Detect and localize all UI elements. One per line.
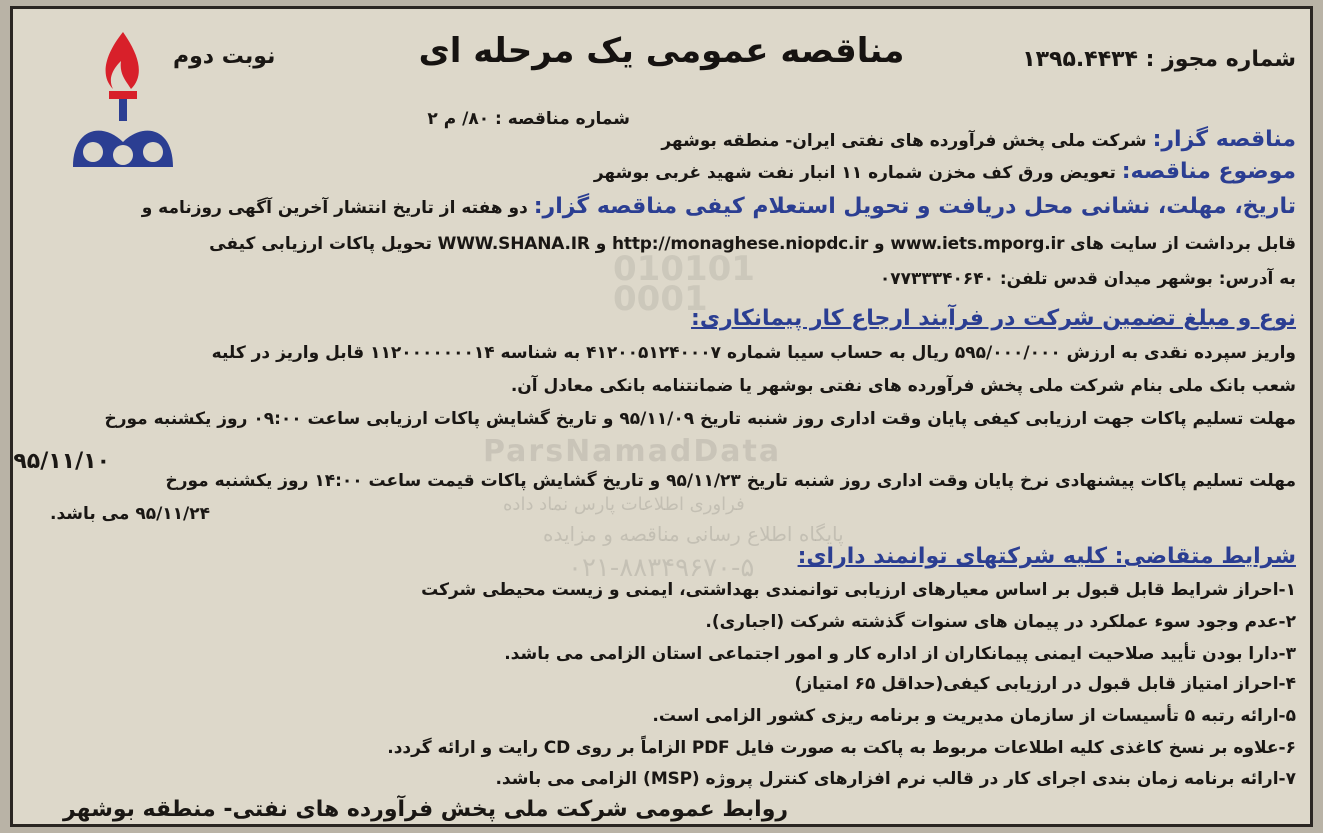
watermark-site: ParsNamadData <box>483 434 782 469</box>
condition-item: ۷-ارائه برنامه زمان بندی اجرای کار در قالب نرم افزارهای کنترل پروژه (MSP) الزامی می باشد. <box>495 769 1296 789</box>
condition-item: ۲-عدم وجود سوء عملکرد در پیمان های سنوات گذشته شرکت (اجباری). <box>705 612 1296 632</box>
guarantee-line4: ۹۵/۱۱/۱۰ <box>13 449 110 474</box>
guarantee-line3: مهلت تسلیم پاکات جهت ارزیابی کیفی پایان وقت اداری روز شنبه تاریخ ۹۵/۱۱/۰۹ و تاریخ گشایش پاکات ارزیابی ساعت ۰۹:۰۰ روز یکشنبه مورخ <box>104 409 1296 429</box>
watermark-digits: 010101 0001 <box>613 249 755 319</box>
deadline-row <box>142 194 1296 219</box>
guarantee-heading: نوع و مبلغ تضمین شرکت در فرآیند ارجاع کار پیمانکاری: <box>691 306 1296 331</box>
guarantee-line2: شعب بانک ملی بنام شرکت ملی پخش فرآورده های نفتی بوشهر یا ضمانتنامه بانکی معادل آن. <box>510 376 1296 396</box>
footer-signature: روابط عمومی شرکت ملی پخش فرآورده های نفتی- منطقه بوشهر <box>63 797 789 822</box>
deadline-address: به آدرس: بوشهر میدان قدس تلفن: ۰۷۷۳۳۳۴۰۶۴۰ <box>879 269 1296 289</box>
tenderer-value: شرکت ملی پخش فرآورده های نفتی ایران- منطقه بوشهر <box>661 131 1147 151</box>
subject-label: موضوع مناقصه: <box>1121 159 1296 184</box>
deadline-label: تاریخ، مهلت، نشانی محل دریافت و تحویل استعلام کیفی مناقصه گزار: <box>533 194 1296 219</box>
subject-value: تعویض ورق کف مخزن شماره ۱۱ انبار نفت شهید غربی بوشهر <box>593 163 1116 183</box>
deadline-value: دو هفته از تاریخ انتشار آخرین آگهی روزنامه و <box>141 198 528 218</box>
tender-notice <box>10 6 1313 827</box>
guarantee-line1: واریز سپرده نقدی به ارزش ۵۹۵/۰۰۰/۰۰۰ ریال به حساب سیبا شماره ۴۱۲۰۰۵۱۲۴۰۰۰۷ به شناسه ۱۱۲۰۰۰۰۰۰۰۱۴ قابل واریز در کلیه <box>211 343 1296 363</box>
condition-item: ۱-احراز شرایط قابل قبول بر اساس معیارهای ارزیابی توانمندی بهداشتی، ایمنی و زیست محیطی شرکت <box>421 580 1296 600</box>
guarantee-line6: ۹۵/۱۱/۲۴ می باشد. <box>49 504 210 524</box>
deadline-sites: قابل برداشت از سایت های www.iets.mporg.ir و http://monaghese.niopdc.ir و WWW.SHANA.IR تحویل پاکات ارزیابی کیفی <box>209 234 1296 254</box>
tenderer-label: مناقصه گزار: <box>1152 127 1296 152</box>
conditions-heading: شرایط متقاضی: کلیه شرکتهای توانمند دارای: <box>797 544 1296 569</box>
page-title: مناقصه عمومی یک مرحله ای <box>418 31 905 71</box>
guarantee-line5: مهلت تسلیم پاکات پیشنهادی نرخ پایان وقت اداری روز شنبه تاریخ ۹۵/۱۱/۲۳ و تاریخ گشایش پاکات قیمت ساعت ۱۴:۰۰ روز یکشنبه مورخ <box>165 471 1296 491</box>
tender-number: شماره مناقصه : ۸۰/ م ۲ <box>427 109 630 129</box>
condition-item: ۳-دارا بودن تأیید صلاحیت ایمنی پیمانکاران از اداره کار و امور اجتماعی استان الزامی می باشد. <box>504 644 1296 664</box>
subject-row <box>594 159 1296 184</box>
condition-item: ۵-ارائه رتبه ۵ تأسیسات از سازمان مدیریت و برنامه ریزی کشور الزامی است. <box>652 706 1296 726</box>
condition-item: ۴-احراز امتیاز قابل قبول در ارزیابی کیفی(حداقل ۶۵ امتیاز) <box>794 674 1296 694</box>
condition-item: ۶-علاوه بر نسخ کاغذی کلیه اطلاعات مربوط به پاکت به صورت فایل PDF الزاماً بر روی CD رایت و ارائه گردد. <box>387 738 1296 758</box>
tenderer-row <box>661 127 1296 152</box>
license-number: شماره مجوز : ۱۳۹۵.۴۴۳۴ <box>1022 47 1296 72</box>
watermark-line1: فراوری اطلاعات پارس نماد داده <box>503 494 745 515</box>
round-label: نوبت دوم <box>173 44 276 69</box>
watermark-line2: پایگاه اطلاع رسانی مناقصه و مزایده <box>543 522 844 546</box>
watermark-phone: ۰۲۱-۸۸۳۴۹۶۷۰-۵ <box>568 553 755 583</box>
